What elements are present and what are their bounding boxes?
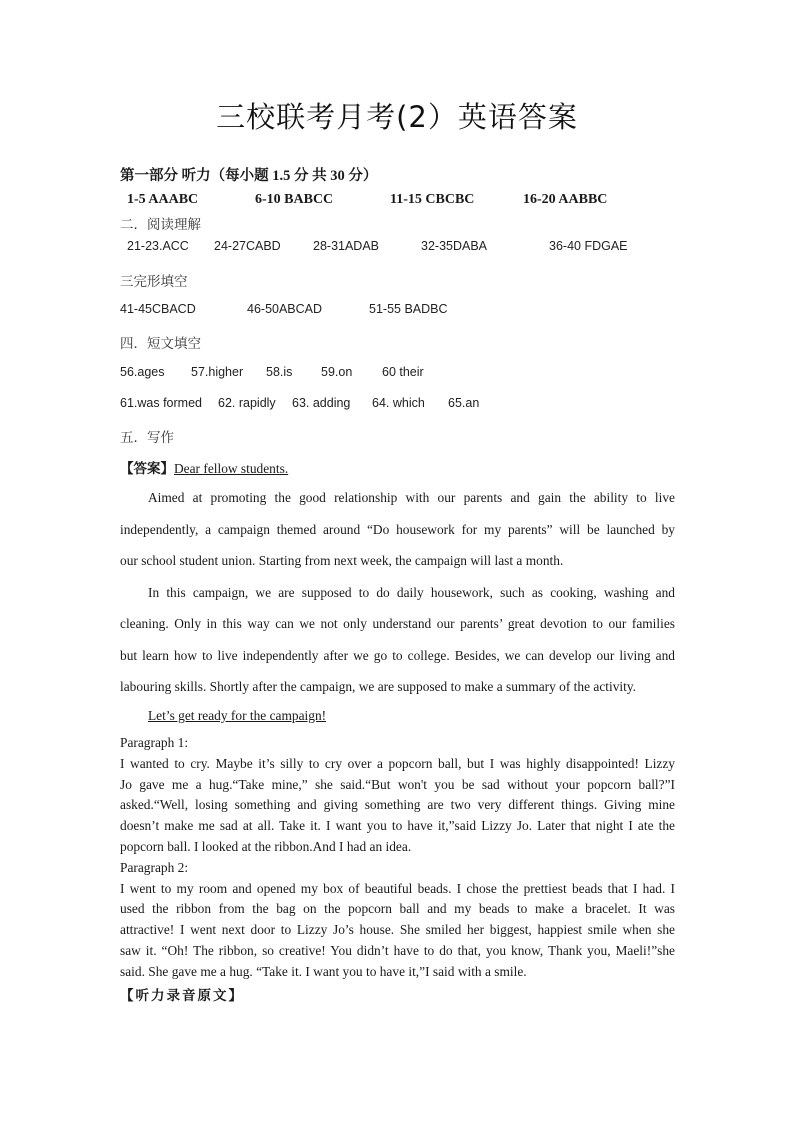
story-line: popcorn ball. I looked at the ribbon.And I had an idea. [120, 838, 412, 854]
continuation-story [120, 733, 675, 983]
reading-answer-5: 36-40 FDGAE [549, 239, 628, 253]
listening-answer-2: 6-10 BABCC [255, 192, 334, 207]
essay-body [120, 482, 675, 703]
section-writing-heading: 五．写作 [120, 430, 174, 446]
fill-answer-60: 60 their [382, 365, 424, 379]
story-line: used the ribbon from the bag on the popcorn ball and my beads to make a bracelet. It was [120, 901, 675, 917]
story-line: doesn’t make me sad at all. Take it. I want you to have it,”said Lizzy Jo. Later that night I ate the [120, 818, 675, 834]
page-title: 三校联考月考(2）英语答案 [216, 100, 578, 134]
fill-answer-61: 61.was formed [120, 396, 202, 410]
essay-closing: Let’s get ready for the campaign! [148, 708, 327, 723]
essay-line: In this campaign, we are supposed to do daily housework, such as cooking, washing and [148, 584, 675, 600]
essay-salutation: Dear fellow students. [174, 461, 289, 476]
fill-answer-58: 58.is [266, 365, 293, 379]
listening-answer-1: 1-5 AAABC [127, 192, 199, 207]
cloze-answer-3: 51-55 BADBC [369, 302, 448, 316]
writing-answer-line [120, 457, 288, 477]
story-line: saw it. “Oh! The ribbon, so creative! You didn’t have to do that, you know, Thank you, Maeli!”she [120, 942, 675, 958]
fill-answer-59: 59.on [321, 365, 353, 379]
section-fill-blank-heading: 四．短文填空 [120, 336, 201, 352]
reading-answer-1: 21-23.ACC [127, 239, 189, 253]
reading-answer-4: 32-35DABA [421, 239, 488, 253]
fill-answer-56: 56.ages [120, 365, 165, 379]
cloze-answer-2: 46-50ABCAD [247, 302, 323, 316]
reading-answer-2: 24-27CABD [214, 239, 281, 253]
section-reading-heading: 二．阅读理解 [120, 217, 201, 233]
story-line: Jo gave me a hug.“Take mine,” she said.“But won't you be sad without your popcorn ball?”I [120, 776, 675, 792]
fill-answer-62: 62. rapidly [218, 396, 276, 410]
paragraph-2-label: Paragraph 2: [120, 859, 189, 875]
essay-line: independently, a campaign themed around “Do housework for my parents” will be launched by [120, 521, 675, 537]
story-line: said. She gave me a hug. “Take it. I want you to have it,”I said with a smile. [120, 963, 527, 979]
essay-line: labouring skills. Shortly after the campaign, we are supposed to make a summary of the activity. [120, 679, 637, 694]
answer-label: 【答案】 [120, 461, 174, 477]
cloze-answer-1: 41-45CBACD [120, 302, 196, 316]
essay-line: Aimed at promoting the good relationship with our parents and gain the ability to live [148, 490, 675, 505]
paragraph-1-label: Paragraph 1: [120, 735, 189, 750]
essay-line: cleaning. Only in this way can we not only understand our parents’ great devotion to our families [120, 616, 675, 631]
section-listening-heading: 第一部分 听力（每小题 1.5 分 共 30 分） [120, 168, 378, 184]
story-line: I went to my room and opened my box of beautiful beads. I chose the prettiest beads that I had. I [120, 880, 675, 896]
fill-answer-65: 65.an [448, 396, 480, 410]
section-cloze-heading: 三完形填空 [120, 274, 188, 290]
essay-line: our school student union. Starting from next week, the campaign will last a month. [120, 553, 564, 568]
fill-answer-63: 63. adding [292, 396, 351, 410]
fill-answer-64: 64. which [372, 396, 425, 410]
transcript-heading: 【听力录音原文】 [120, 988, 244, 1004]
essay-line: but learn how to live independently after we go to college. Besides, we can develop our living and [120, 647, 675, 663]
listening-answer-3: 11-15 CBCBC [390, 192, 475, 207]
listening-answer-4: 16-20 AABBC [523, 192, 608, 207]
fill-answer-57: 57.higher [191, 365, 244, 379]
story-line: asked.“Well, losing something and giving something are two very different things. Giving mine [120, 797, 675, 813]
reading-answer-3: 28-31ADAB [313, 239, 380, 253]
story-line: attractive! I went next door to Lizzy Jo’s house. She smiled her biggest, happiest smile when she [120, 922, 675, 938]
story-line: I wanted to cry. Maybe it’s silly to cry over a popcorn ball, but I was highly disappointed! Lizzy [120, 755, 675, 771]
